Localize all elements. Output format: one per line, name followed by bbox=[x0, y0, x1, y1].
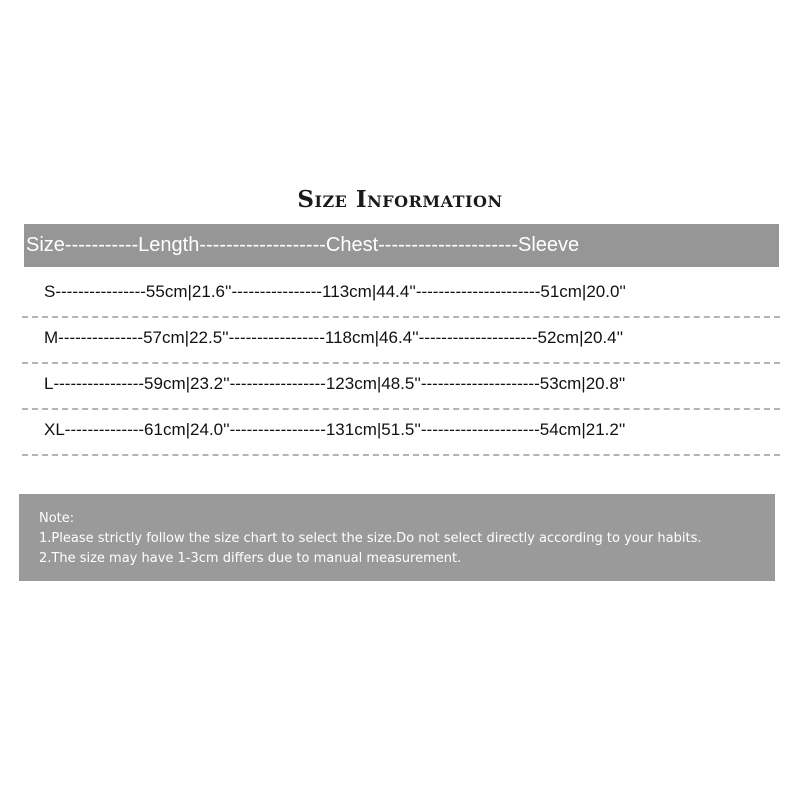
size-row-xl bbox=[22, 410, 780, 456]
size-row-text: S----------------55cm|21.6''----------------113cm|44.4''----------------------51cm|20.0'' bbox=[44, 282, 626, 301]
size-table-header: Size-----------Length-------------------Chest---------------------Sleeve bbox=[24, 224, 779, 267]
note-line-2: 2.The size may have 1-3cm differs due to manual measurement. bbox=[39, 551, 462, 566]
size-row-l bbox=[22, 364, 780, 410]
size-row-m bbox=[22, 318, 780, 364]
size-row-text: M---------------57cm|22.5''-----------------118cm|46.4''---------------------52cm|20.4'' bbox=[44, 328, 624, 347]
note-box bbox=[19, 494, 775, 581]
note-line-1: 1.Please strictly follow the size chart to select the size.Do not select directly according to your habits. bbox=[39, 531, 702, 546]
note-heading: Note: bbox=[39, 511, 75, 526]
size-row-s bbox=[22, 272, 780, 318]
page-title: Size Information bbox=[297, 186, 503, 213]
size-row-text: XL--------------61cm|24.0''-----------------131cm|51.5''---------------------54cm|21.2'' bbox=[44, 420, 626, 439]
size-row-text: L----------------59cm|23.2''-----------------123cm|48.5''---------------------53cm|20.8'' bbox=[44, 374, 626, 393]
